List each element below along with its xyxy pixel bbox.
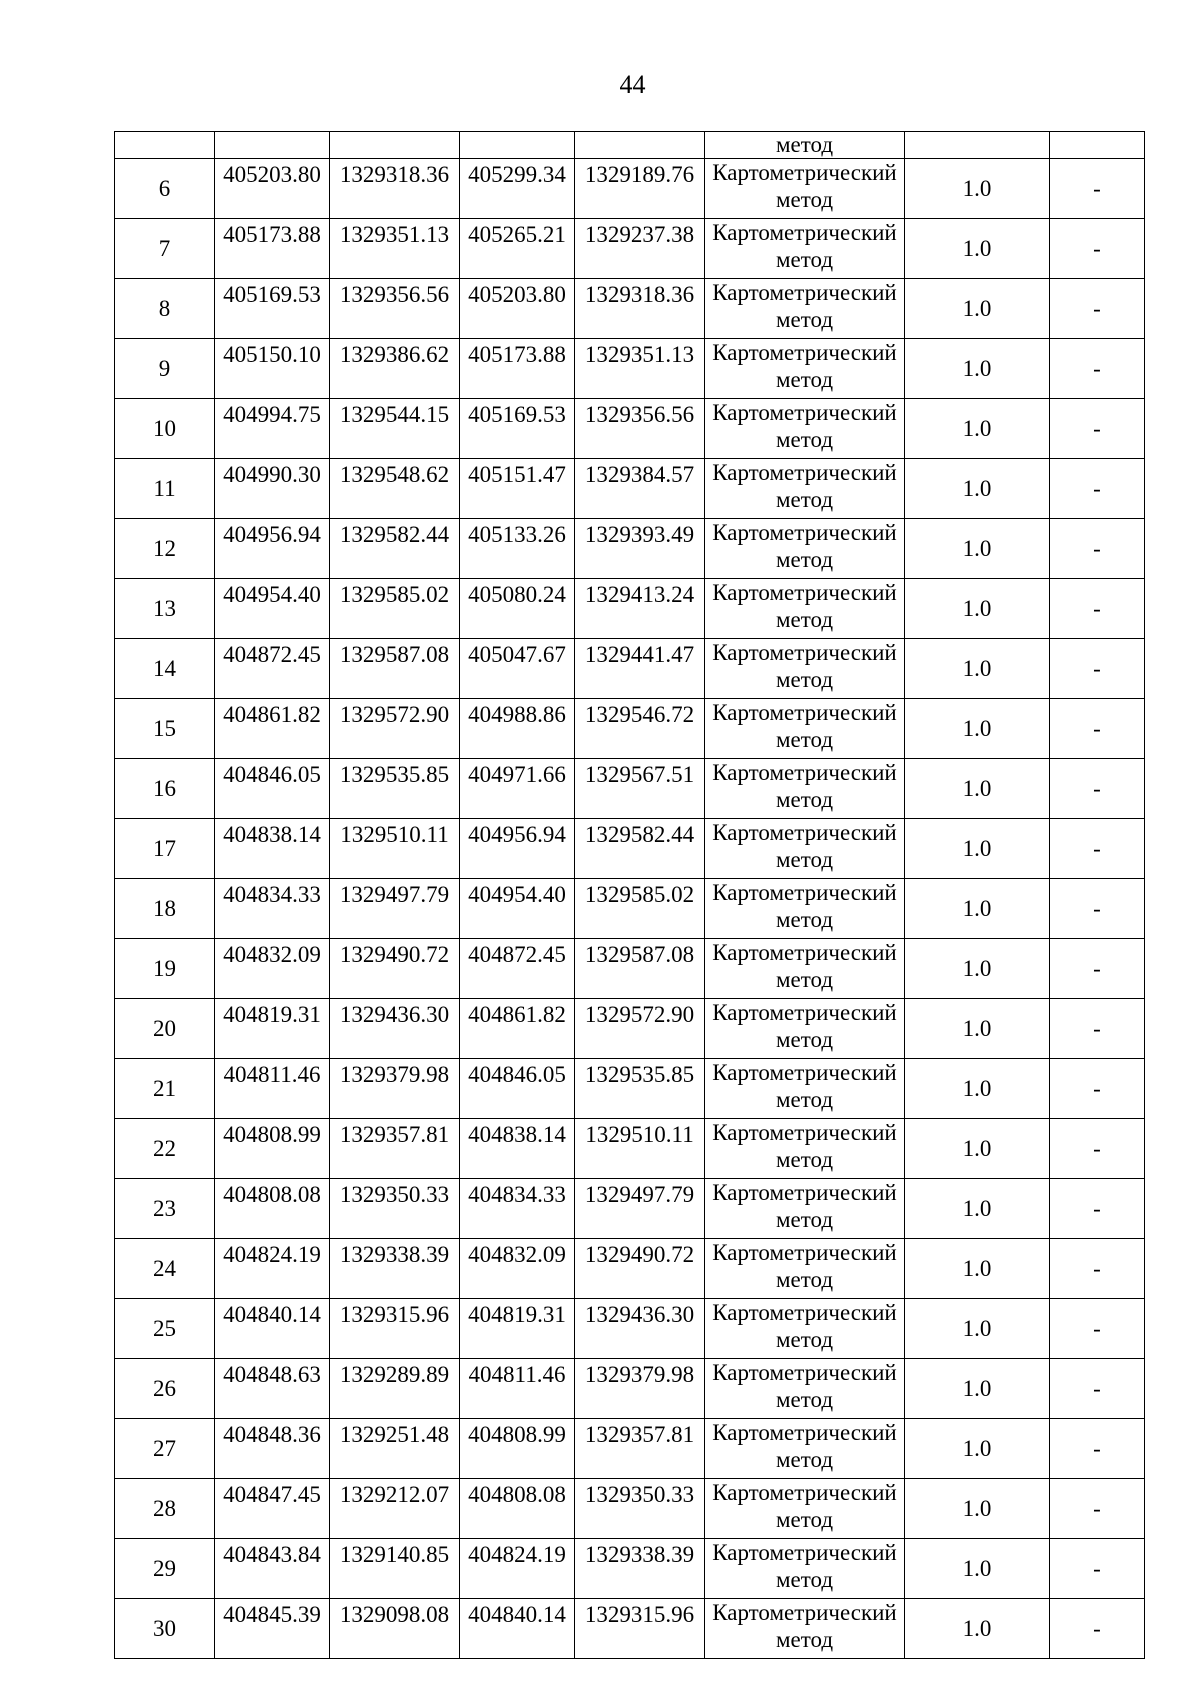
method-text: метод <box>775 427 834 452</box>
point-number-cell: 23 <box>115 1179 215 1239</box>
x-end-cell: 404861.82 <box>460 999 575 1059</box>
table-cell <box>460 132 575 159</box>
table-row <box>115 1359 1145 1419</box>
method-text: Картометрический <box>712 1300 897 1325</box>
accuracy-cell: 1.0 <box>905 579 1050 639</box>
method-text: Картометрический <box>712 1000 897 1025</box>
x-start-cell: 404848.36 <box>215 1419 330 1479</box>
y-start-cell: 1329585.02 <box>330 579 460 639</box>
note-cell: - <box>1050 1119 1145 1179</box>
table-row <box>115 819 1145 879</box>
method-cell <box>705 339 905 399</box>
y-end-cell: 1329585.02 <box>575 879 705 939</box>
note-cell: - <box>1050 1299 1145 1359</box>
note-cell: - <box>1050 399 1145 459</box>
method-cell <box>705 759 905 819</box>
x-start-cell: 404845.39 <box>215 1599 330 1659</box>
note-cell: - <box>1050 459 1145 519</box>
y-end-cell: 1329315.96 <box>575 1599 705 1659</box>
x-end-cell: 405133.26 <box>460 519 575 579</box>
point-number-cell: 19 <box>115 939 215 999</box>
x-start-cell: 404848.63 <box>215 1359 330 1419</box>
point-number-cell: 13 <box>115 579 215 639</box>
table-row <box>115 1239 1145 1299</box>
table-row <box>115 759 1145 819</box>
method-text: Картометрический <box>712 820 897 845</box>
method-text: Картометрический <box>712 1060 897 1085</box>
method-text: Картометрический <box>712 280 897 305</box>
y-start-cell: 1329357.81 <box>330 1119 460 1179</box>
method-text: метод <box>775 367 834 392</box>
method-text: Картометрический <box>712 460 897 485</box>
method-text: метод <box>775 1567 834 1592</box>
method-text: метод <box>775 907 834 932</box>
y-end-cell: 1329567.51 <box>575 759 705 819</box>
x-end-cell: 404872.45 <box>460 939 575 999</box>
x-end-cell: 404846.05 <box>460 1059 575 1119</box>
page-number: 44 <box>619 70 646 99</box>
method-text: метод <box>775 667 834 692</box>
method-text: Картометрический <box>712 1240 897 1265</box>
method-text: метод <box>775 1027 834 1052</box>
y-start-cell: 1329572.90 <box>330 699 460 759</box>
y-start-cell: 1329548.62 <box>330 459 460 519</box>
y-start-cell: 1329356.56 <box>330 279 460 339</box>
accuracy-cell: 1.0 <box>905 219 1050 279</box>
y-end-cell: 1329535.85 <box>575 1059 705 1119</box>
note-cell: - <box>1050 159 1145 219</box>
y-start-cell: 1329212.07 <box>330 1479 460 1539</box>
method-text: Картометрический <box>712 760 897 785</box>
x-end-cell: 405151.47 <box>460 459 575 519</box>
point-number-cell: 24 <box>115 1239 215 1299</box>
method-cell <box>705 819 905 879</box>
y-start-cell: 1329436.30 <box>330 999 460 1059</box>
point-number-cell: 6 <box>115 159 215 219</box>
y-start-cell: 1329582.44 <box>330 519 460 579</box>
note-cell: - <box>1050 1359 1145 1419</box>
method-cell <box>705 1539 905 1599</box>
note-cell: - <box>1050 879 1145 939</box>
note-cell: - <box>1050 219 1145 279</box>
method-cell <box>705 1599 905 1659</box>
method-text: метод <box>775 847 834 872</box>
x-start-cell: 404824.19 <box>215 1239 330 1299</box>
y-end-cell: 1329572.90 <box>575 999 705 1059</box>
accuracy-cell: 1.0 <box>905 1359 1050 1419</box>
y-end-cell: 1329587.08 <box>575 939 705 999</box>
method-cell <box>705 1359 905 1419</box>
method-text: Картометрический <box>712 1120 897 1145</box>
table-row <box>115 1179 1145 1239</box>
x-start-cell: 405150.10 <box>215 339 330 399</box>
accuracy-cell: 1.0 <box>905 759 1050 819</box>
table-row <box>115 699 1145 759</box>
y-start-cell: 1329544.15 <box>330 399 460 459</box>
method-cell <box>705 1419 905 1479</box>
x-start-cell: 404861.82 <box>215 699 330 759</box>
method-text: метод <box>775 607 834 632</box>
y-start-cell: 1329289.89 <box>330 1359 460 1419</box>
x-start-cell: 405169.53 <box>215 279 330 339</box>
point-number-cell: 14 <box>115 639 215 699</box>
x-start-cell: 404846.05 <box>215 759 330 819</box>
y-end-cell: 1329413.24 <box>575 579 705 639</box>
note-cell: - <box>1050 339 1145 399</box>
note-cell: - <box>1050 1239 1145 1299</box>
note-cell: - <box>1050 1599 1145 1659</box>
x-end-cell: 404819.31 <box>460 1299 575 1359</box>
table-row <box>115 399 1145 459</box>
point-number-cell: 20 <box>115 999 215 1059</box>
method-cell <box>705 159 905 219</box>
y-end-cell: 1329189.76 <box>575 159 705 219</box>
method-text: Картометрический <box>712 1480 897 1505</box>
x-end-cell: 404954.40 <box>460 879 575 939</box>
table-row <box>115 1119 1145 1179</box>
table-cell <box>905 132 1050 159</box>
point-number-cell: 17 <box>115 819 215 879</box>
y-start-cell: 1329587.08 <box>330 639 460 699</box>
point-number-cell: 29 <box>115 1539 215 1599</box>
x-end-cell: 404956.94 <box>460 819 575 879</box>
accuracy-cell: 1.0 <box>905 699 1050 759</box>
x-start-cell: 404954.40 <box>215 579 330 639</box>
table-row <box>115 1479 1145 1539</box>
method-text: Картометрический <box>712 580 897 605</box>
accuracy-cell: 1.0 <box>905 1059 1050 1119</box>
note-cell: - <box>1050 939 1145 999</box>
method-text: Картометрический <box>712 220 897 245</box>
table-row <box>115 219 1145 279</box>
x-start-cell: 404956.94 <box>215 519 330 579</box>
note-cell: - <box>1050 1539 1145 1599</box>
table-row <box>115 279 1145 339</box>
y-end-cell: 1329379.98 <box>575 1359 705 1419</box>
y-end-cell: 1329357.81 <box>575 1419 705 1479</box>
point-number-cell: 8 <box>115 279 215 339</box>
table-row <box>115 1419 1145 1479</box>
method-text: Картометрический <box>712 1600 897 1625</box>
method-text: метод <box>775 187 834 212</box>
point-number-cell: 10 <box>115 399 215 459</box>
method-text: Картометрический <box>712 340 897 365</box>
x-start-cell: 404811.46 <box>215 1059 330 1119</box>
accuracy-cell: 1.0 <box>905 1119 1050 1179</box>
method-text: Картометрический <box>712 1540 897 1565</box>
y-end-cell: 1329582.44 <box>575 819 705 879</box>
x-end-cell: 405173.88 <box>460 339 575 399</box>
x-end-cell: 404988.86 <box>460 699 575 759</box>
method-cell <box>705 939 905 999</box>
note-cell: - <box>1050 759 1145 819</box>
point-number-cell: 16 <box>115 759 215 819</box>
method-cell <box>705 699 905 759</box>
method-text: метод <box>775 247 834 272</box>
method-cell <box>705 399 905 459</box>
table-row <box>115 1599 1145 1659</box>
x-end-cell: 404811.46 <box>460 1359 575 1419</box>
method-text: Картометрический <box>712 940 897 965</box>
x-start-cell: 404990.30 <box>215 459 330 519</box>
x-start-cell: 404808.99 <box>215 1119 330 1179</box>
x-end-cell: 404824.19 <box>460 1539 575 1599</box>
note-cell: - <box>1050 1059 1145 1119</box>
x-end-cell: 405080.24 <box>460 579 575 639</box>
point-number-cell: 27 <box>115 1419 215 1479</box>
x-end-cell: 404971.66 <box>460 759 575 819</box>
method-text: метод <box>775 967 834 992</box>
table-row <box>115 1539 1145 1599</box>
x-start-cell: 404808.08 <box>215 1179 330 1239</box>
method-text: метод <box>775 1147 834 1172</box>
y-start-cell: 1329386.62 <box>330 339 460 399</box>
method-text: метод <box>775 1267 834 1292</box>
note-cell: - <box>1050 639 1145 699</box>
point-number-cell: 11 <box>115 459 215 519</box>
x-end-cell: 404832.09 <box>460 1239 575 1299</box>
x-start-cell: 405173.88 <box>215 219 330 279</box>
x-end-cell: 404808.99 <box>460 1419 575 1479</box>
y-end-cell: 1329497.79 <box>575 1179 705 1239</box>
table-cell <box>215 132 330 159</box>
note-cell: - <box>1050 519 1145 579</box>
method-cell <box>705 1059 905 1119</box>
point-number-cell: 7 <box>115 219 215 279</box>
accuracy-cell: 1.0 <box>905 519 1050 579</box>
method-cell <box>705 579 905 639</box>
accuracy-cell: 1.0 <box>905 1299 1050 1359</box>
x-end-cell: 405047.67 <box>460 639 575 699</box>
accuracy-cell: 1.0 <box>905 639 1050 699</box>
y-end-cell: 1329490.72 <box>575 1239 705 1299</box>
accuracy-cell: 1.0 <box>905 159 1050 219</box>
y-end-cell: 1329338.39 <box>575 1539 705 1599</box>
x-end-cell: 405169.53 <box>460 399 575 459</box>
method-text: Картометрический <box>712 1180 897 1205</box>
method-cell <box>705 459 905 519</box>
x-start-cell: 404832.09 <box>215 939 330 999</box>
y-start-cell: 1329251.48 <box>330 1419 460 1479</box>
method-text: метод <box>775 1087 834 1112</box>
method-cell <box>705 879 905 939</box>
table-row <box>115 639 1145 699</box>
point-number-cell: 15 <box>115 699 215 759</box>
y-end-cell: 1329510.11 <box>575 1119 705 1179</box>
method-text: метод <box>775 547 834 572</box>
method-cell: метод <box>705 132 905 159</box>
point-number-cell: 30 <box>115 1599 215 1659</box>
table-row <box>115 1299 1145 1359</box>
y-start-cell: 1329315.96 <box>330 1299 460 1359</box>
accuracy-cell: 1.0 <box>905 339 1050 399</box>
accuracy-cell: 1.0 <box>905 399 1050 459</box>
y-start-cell: 1329379.98 <box>330 1059 460 1119</box>
method-text: Картометрический <box>712 700 897 725</box>
table-row <box>115 999 1145 1059</box>
y-end-cell: 1329436.30 <box>575 1299 705 1359</box>
method-cell <box>705 1179 905 1239</box>
table-row <box>115 939 1145 999</box>
x-end-cell: 404808.08 <box>460 1479 575 1539</box>
x-start-cell: 404834.33 <box>215 879 330 939</box>
x-start-cell: 404819.31 <box>215 999 330 1059</box>
table-cell <box>115 132 215 159</box>
method-text: метод <box>775 1447 834 1472</box>
method-text: Картометрический <box>712 520 897 545</box>
accuracy-cell: 1.0 <box>905 459 1050 519</box>
x-end-cell: 405265.21 <box>460 219 575 279</box>
note-cell: - <box>1050 819 1145 879</box>
note-cell: - <box>1050 1419 1145 1479</box>
x-start-cell: 405203.80 <box>215 159 330 219</box>
method-text: Картометрический <box>712 400 897 425</box>
method-text: Картометрический <box>712 1360 897 1385</box>
note-cell: - <box>1050 1179 1145 1239</box>
y-start-cell: 1329497.79 <box>330 879 460 939</box>
y-end-cell: 1329350.33 <box>575 1479 705 1539</box>
table-body <box>115 132 1145 1659</box>
x-end-cell: 405203.80 <box>460 279 575 339</box>
method-cell <box>705 279 905 339</box>
point-number-cell: 28 <box>115 1479 215 1539</box>
method-cell <box>705 1119 905 1179</box>
y-end-cell: 1329237.38 <box>575 219 705 279</box>
accuracy-cell: 1.0 <box>905 1179 1050 1239</box>
y-end-cell: 1329351.13 <box>575 339 705 399</box>
method-cell <box>705 1299 905 1359</box>
y-start-cell: 1329338.39 <box>330 1239 460 1299</box>
method-cell <box>705 639 905 699</box>
y-end-cell: 1329318.36 <box>575 279 705 339</box>
point-number-cell: 22 <box>115 1119 215 1179</box>
y-start-cell: 1329351.13 <box>330 219 460 279</box>
x-end-cell: 405299.34 <box>460 159 575 219</box>
method-text: Картометрический <box>712 160 897 185</box>
point-number-cell: 25 <box>115 1299 215 1359</box>
accuracy-cell: 1.0 <box>905 1239 1050 1299</box>
table-cell <box>575 132 705 159</box>
method-text: метод <box>775 1207 834 1232</box>
point-number-cell: 9 <box>115 339 215 399</box>
y-end-cell: 1329546.72 <box>575 699 705 759</box>
note-cell: - <box>1050 279 1145 339</box>
table-row <box>115 519 1145 579</box>
y-end-cell: 1329384.57 <box>575 459 705 519</box>
table-row <box>115 879 1145 939</box>
method-text: метод <box>775 1327 834 1352</box>
x-start-cell: 404838.14 <box>215 819 330 879</box>
y-end-cell: 1329441.47 <box>575 639 705 699</box>
accuracy-cell: 1.0 <box>905 999 1050 1059</box>
coordinates-table <box>114 131 1145 1659</box>
accuracy-cell: 1.0 <box>905 1479 1050 1539</box>
method-text: Картометрический <box>712 1420 897 1445</box>
method-cell <box>705 999 905 1059</box>
method-text: Картометрический <box>712 640 897 665</box>
method-text: метод <box>775 787 834 812</box>
method-text: метод <box>775 1387 834 1412</box>
x-start-cell: 404872.45 <box>215 639 330 699</box>
accuracy-cell: 1.0 <box>905 1539 1050 1599</box>
table-row <box>115 1059 1145 1119</box>
y-end-cell: 1329393.49 <box>575 519 705 579</box>
note-cell: - <box>1050 999 1145 1059</box>
y-start-cell: 1329098.08 <box>330 1599 460 1659</box>
continuation-row <box>115 132 1145 159</box>
table-cell <box>330 132 460 159</box>
table-row <box>115 459 1145 519</box>
method-text: Картометрический <box>712 880 897 905</box>
y-start-cell: 1329510.11 <box>330 819 460 879</box>
accuracy-cell: 1.0 <box>905 1599 1050 1659</box>
point-number-cell: 12 <box>115 519 215 579</box>
accuracy-cell: 1.0 <box>905 939 1050 999</box>
note-cell: - <box>1050 1479 1145 1539</box>
accuracy-cell: 1.0 <box>905 879 1050 939</box>
method-text: метод <box>775 1507 834 1532</box>
accuracy-cell: 1.0 <box>905 819 1050 879</box>
y-start-cell: 1329350.33 <box>330 1179 460 1239</box>
point-number-cell: 21 <box>115 1059 215 1119</box>
note-cell: - <box>1050 699 1145 759</box>
note-cell: - <box>1050 579 1145 639</box>
x-end-cell: 404838.14 <box>460 1119 575 1179</box>
x-end-cell: 404840.14 <box>460 1599 575 1659</box>
point-number-cell: 18 <box>115 879 215 939</box>
method-cell <box>705 1239 905 1299</box>
y-start-cell: 1329140.85 <box>330 1539 460 1599</box>
x-start-cell: 404843.84 <box>215 1539 330 1599</box>
table-cell <box>1050 132 1145 159</box>
method-text: метод <box>775 1627 834 1652</box>
y-end-cell: 1329356.56 <box>575 399 705 459</box>
table-row <box>115 339 1145 399</box>
x-start-cell: 404840.14 <box>215 1299 330 1359</box>
method-cell <box>705 1479 905 1539</box>
method-cell <box>705 219 905 279</box>
accuracy-cell: 1.0 <box>905 1419 1050 1479</box>
accuracy-cell: 1.0 <box>905 279 1050 339</box>
y-start-cell: 1329318.36 <box>330 159 460 219</box>
table-row <box>115 579 1145 639</box>
point-number-cell: 26 <box>115 1359 215 1419</box>
y-start-cell: 1329490.72 <box>330 939 460 999</box>
x-end-cell: 404834.33 <box>460 1179 575 1239</box>
x-start-cell: 404847.45 <box>215 1479 330 1539</box>
method-cell <box>705 519 905 579</box>
table-row <box>115 159 1145 219</box>
y-start-cell: 1329535.85 <box>330 759 460 819</box>
method-text: метод <box>775 727 834 752</box>
method-text: метод <box>775 307 834 332</box>
method-text: метод <box>775 487 834 512</box>
x-start-cell: 404994.75 <box>215 399 330 459</box>
